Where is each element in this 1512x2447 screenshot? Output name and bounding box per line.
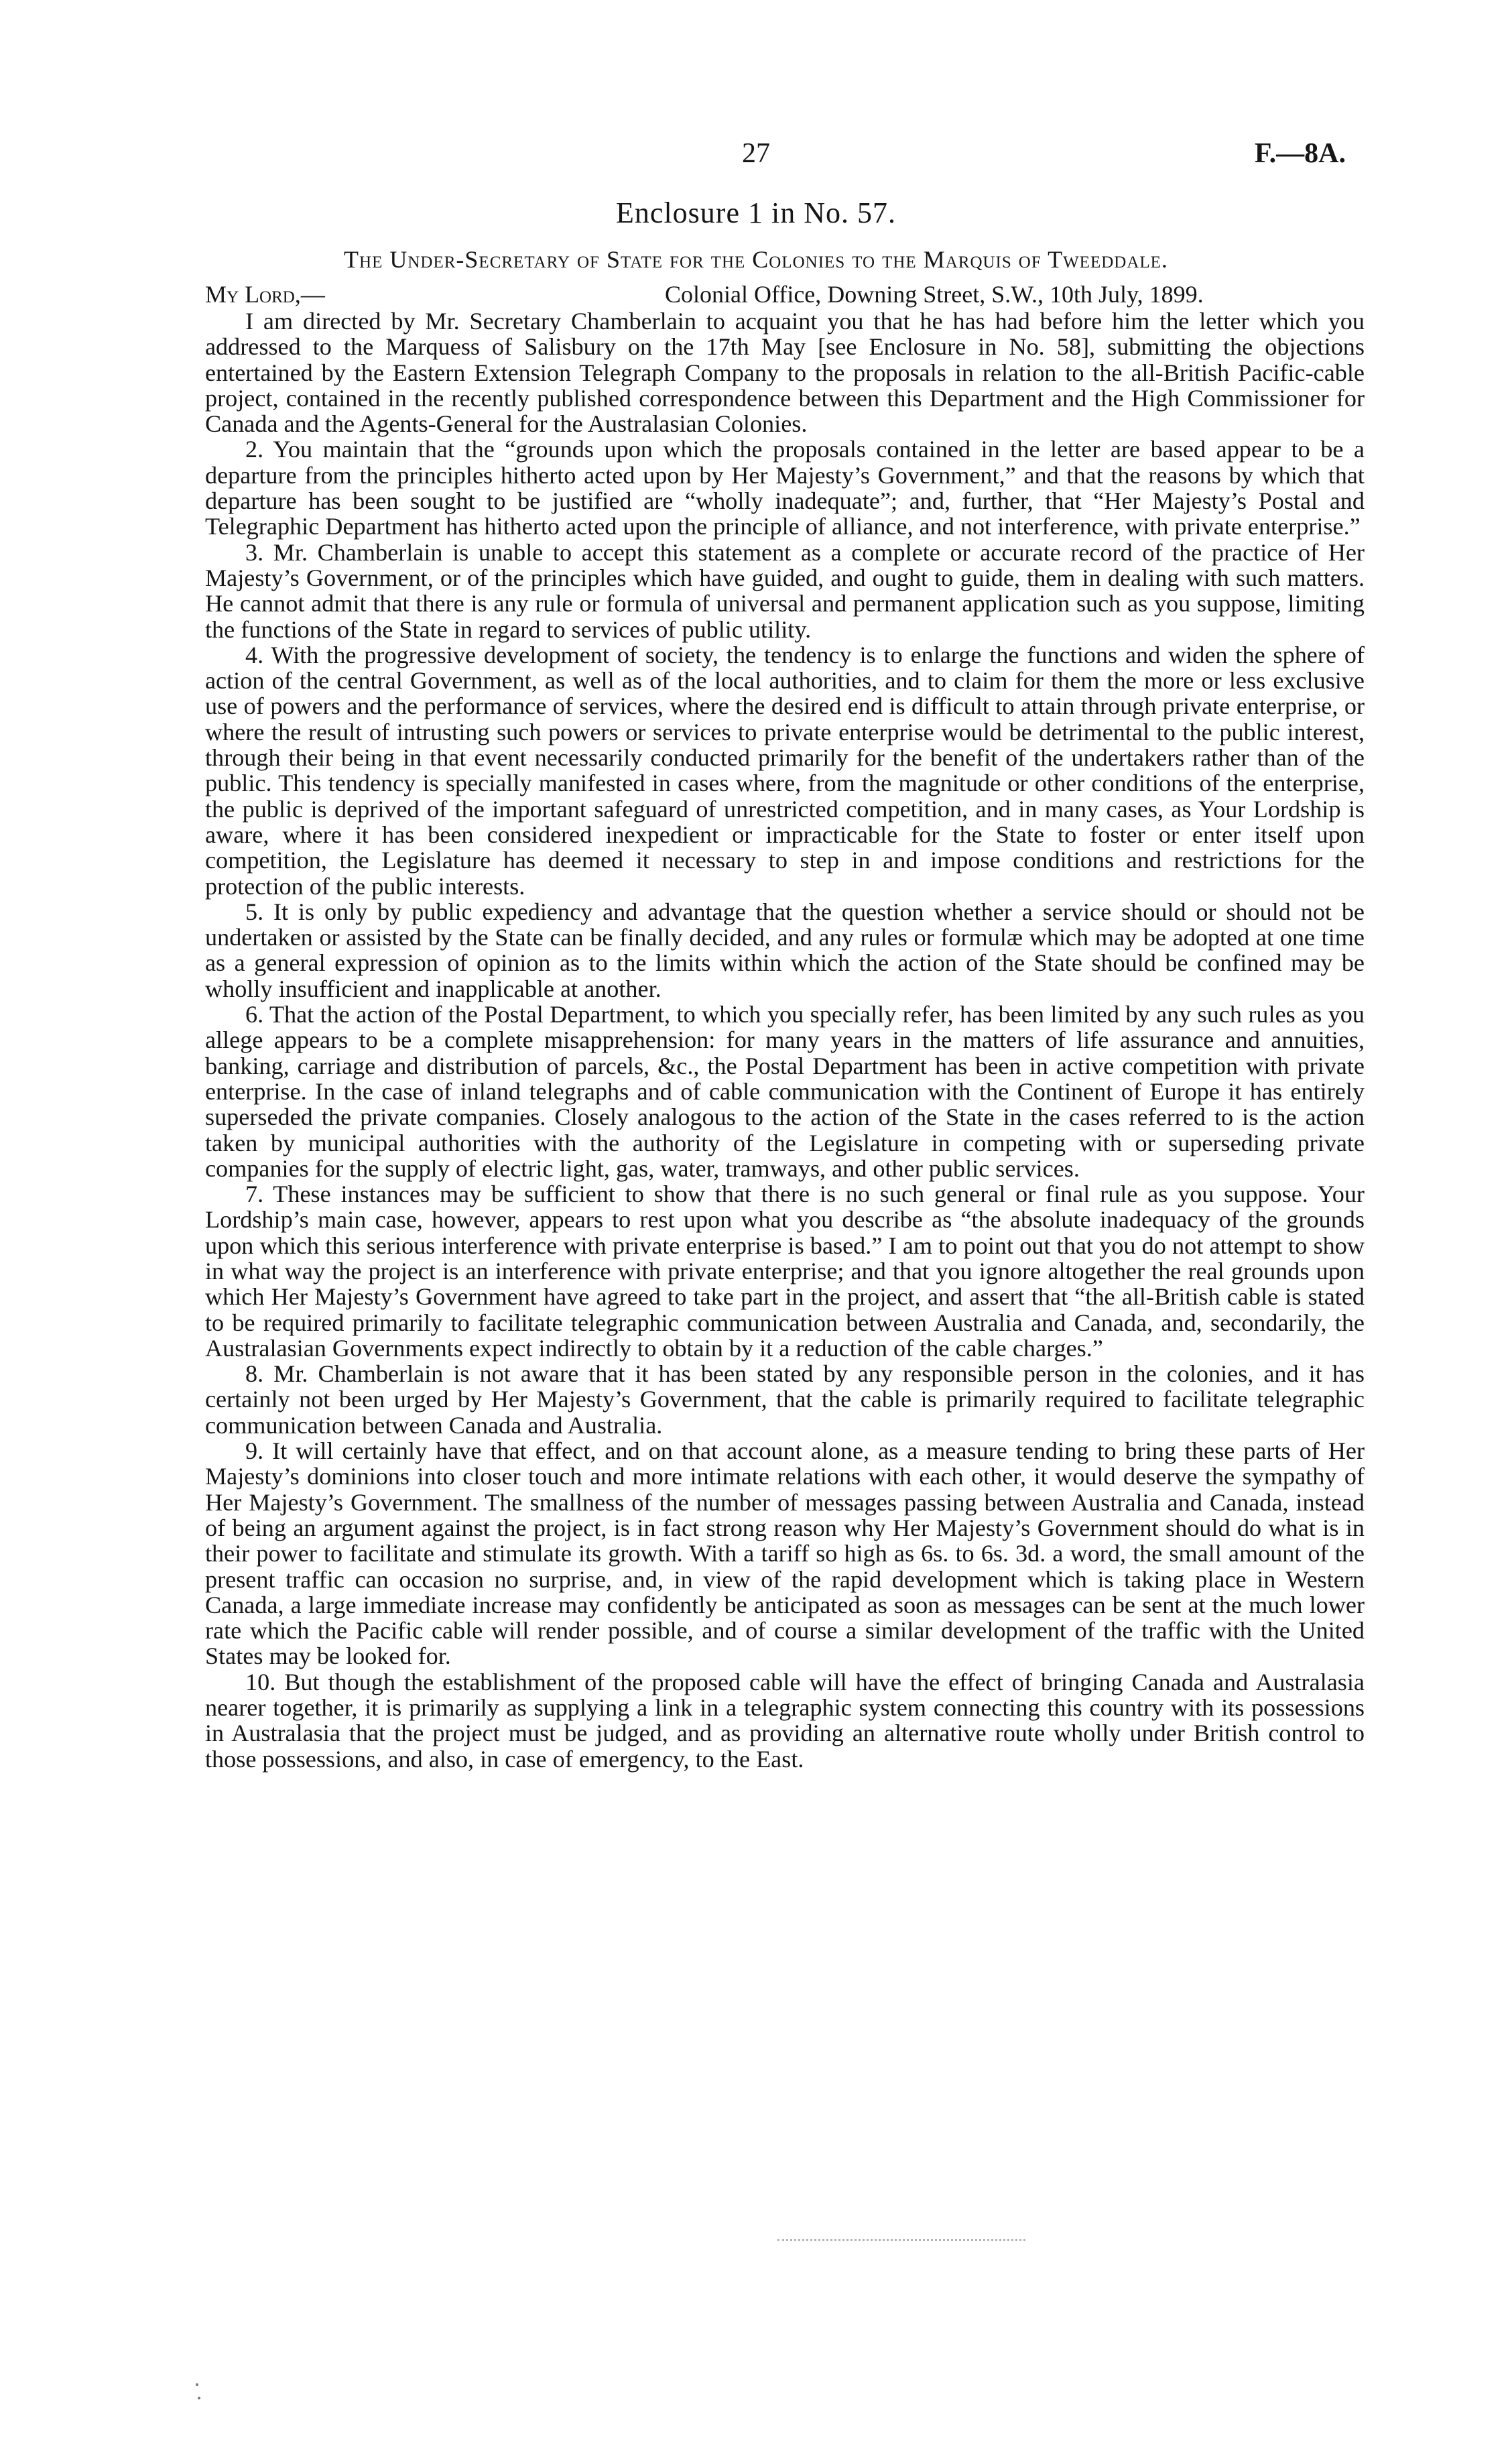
paragraph: 2. You maintain that the “grounds upon which the proposals contained in the letter are based appear to be a departure from the principles hitherto acted upon by Her Majesty’s Government,” and that the reasons by which that departure has been sought to be justified are “wholly inadequate”; and, further, that “Her Majesty’s Postal and Telegraphic Department has hitherto acted upon the principle of alliance, and not interference, with private enterprise.” xyxy=(205,436,1365,540)
paragraph: 4. With the progressive development of society, the tendency is to enlarge the functions and widen the sphere of action of the central Government, as well as of the local authorities, and to claim for them the more or less exclusive use of powers and the performance of services, where the desired end is difficult to attain through private enterprise, or where the result of intrusting such powers or services to private enterprise would be detrimental to the public interest, through their being in that event necessarily conducted primarily for the benefit of the undertakers rather than of the public. This tendency is specially manifested in cases where, from the magnitude or other conditions of the enterprise, the public is deprived of the important safeguard of unrestricted competition, and in many cases, as Your Lordship is aware, where it has been considered inexpedient or impracticable for the State to foster or enter itself upon competition, the Legislature has deemed it necessary to step in and impose conditions and restrictions for the protection of the public interests. xyxy=(205,641,1365,900)
salutation: My Lord,— xyxy=(205,281,325,308)
address-date: Colonial Office, Downing Street, S.W., 10th July, 1899. xyxy=(665,281,1204,308)
document-code: F.—8A. xyxy=(1254,138,1346,169)
letter-body xyxy=(205,308,1365,1772)
salutation-row xyxy=(205,280,1351,310)
paragraph: 10. But though the establishment of the proposed cable will have the effect of bringing Canada and Australasia nearer together, it is primarily as supplying a link in a telegraphic system connecting this country with its possessions in Australasia that the project must be judged, and as providing an alternative route wholly under British control to those possessions, and also, in case of emergency, to the East. xyxy=(205,1668,1365,1773)
paragraph: 9. It will certainly have that effect, and on that account alone, as a measure tending to bring these parts of Her Majesty’s dominions into closer touch and more intimate relations with each other, it would deserve the sympathy of Her Majesty’s Government. The smallness of the number of messages passing between Australia and Canada, instead of being an argument against the project, is in fact strong reason why Her Majesty’s Government should do what is in their power to facilitate and stimulate its growth. With a tariff so high as 6s. to 6s. 3d. a word, the small amount of the present traffic can occasion no surprise, and, in view of the rapid development which is taking place in Western Canada, a large immediate increase may confidently be anticipated as soon as messages can be sent at the much lower rate which the Pacific cable will render possible, and of course a similar development of the traffic with the United States may be looked for. xyxy=(205,1437,1365,1670)
paragraph: 5. It is only by public expediency and advantage that the question whether a service should or should not be undertaken or assisted by the State can be finally decided, and any rules or formulæ which may be adopted at one time as a general expression of opinion as to the limits within which the action of the State should be confined may be wholly insufficient and inapplicable at another. xyxy=(205,898,1365,1002)
paragraph: 7. These instances may be sufficient to show that there is no such general or final rule as you suppose. Your Lordship’s main case, however, appears to rest upon what you describe as “the absolute inadequacy of the grounds upon which this serious interference with private enterprise is based.” I am to point out that you do not attempt to show in what way the project is an interference with private enterprise; and that you ignore altogether the real grounds upon which Her Majesty’s Government have agreed to take part in the project, and assert that “the all-British cable is stated to be required primarily to facilitate telegraphic communication between Australia and Canada, and, secondarily, the Australasian Governments expect indirectly to obtain by it a reduction of the cable charges.” xyxy=(205,1181,1365,1362)
scan-speck xyxy=(196,2383,198,2386)
paragraph: 3. Mr. Chamberlain is unable to accept this statement as a complete or accurate record of the practice of Her Majesty’s Government, or of the principles which have guided, and ought to guide, them in dealing with such matters. He cannot admit that there is any rule or formula of universal and permanent application such as you suppose, limiting the functions of the State in regard to services of public utility. xyxy=(205,538,1365,643)
scan-speck xyxy=(198,2397,200,2399)
paragraph: I am directed by Mr. Secretary Chamberlain to acquaint you that he has had before him the letter which you addressed to the Marquess of Salisbury on the 17th May [see Enclosure in No. 58], submitting the objections entertained by the Eastern Extension Telegraph Company to the proposals in relation to the all-British Pacific-cable project, contained in the recently published correspondence between this Department and the High Commissioner for Canada and the Agents-General for the Australasian Colonies. xyxy=(205,308,1365,438)
paragraph: 8. Mr. Chamberlain is not aware that it has been stated by any responsible person in the colonies, and it has certainly not been urged by Her Majesty’s Government, that the cable is primarily required to facilitate telegraphic communication between Canada and Australia. xyxy=(205,1360,1365,1439)
enclosure-title: Enclosure 1 in No. 57. xyxy=(616,196,896,229)
paragraph: 6. That the action of the Postal Department, to which you specially refer, has been limited by any such rules as you allege appears to be a complete misapprehension: for many years in the matters of life assurance and annuities, banking, carriage and distribution of parcels, &c., the Postal Department has been in active competition with private enterprise. In the case of inland telegraphs and of cable communication with the Continent of Europe it has entirely superseded the private companies. Closely analogous to the action of the State in the cases referred to is the action taken by municipal authorities with the authority of the Legislature in competing with or superseding private companies for the supply of electric light, gas, water, tramways, and other public services. xyxy=(205,1001,1365,1182)
faint-dotted-mark xyxy=(777,2239,1025,2241)
page-number: 27 xyxy=(742,138,770,169)
enclosure-subtitle: The Under-Secretary of State for the Colonies to the Marquis of Tweeddale. xyxy=(344,246,1168,273)
